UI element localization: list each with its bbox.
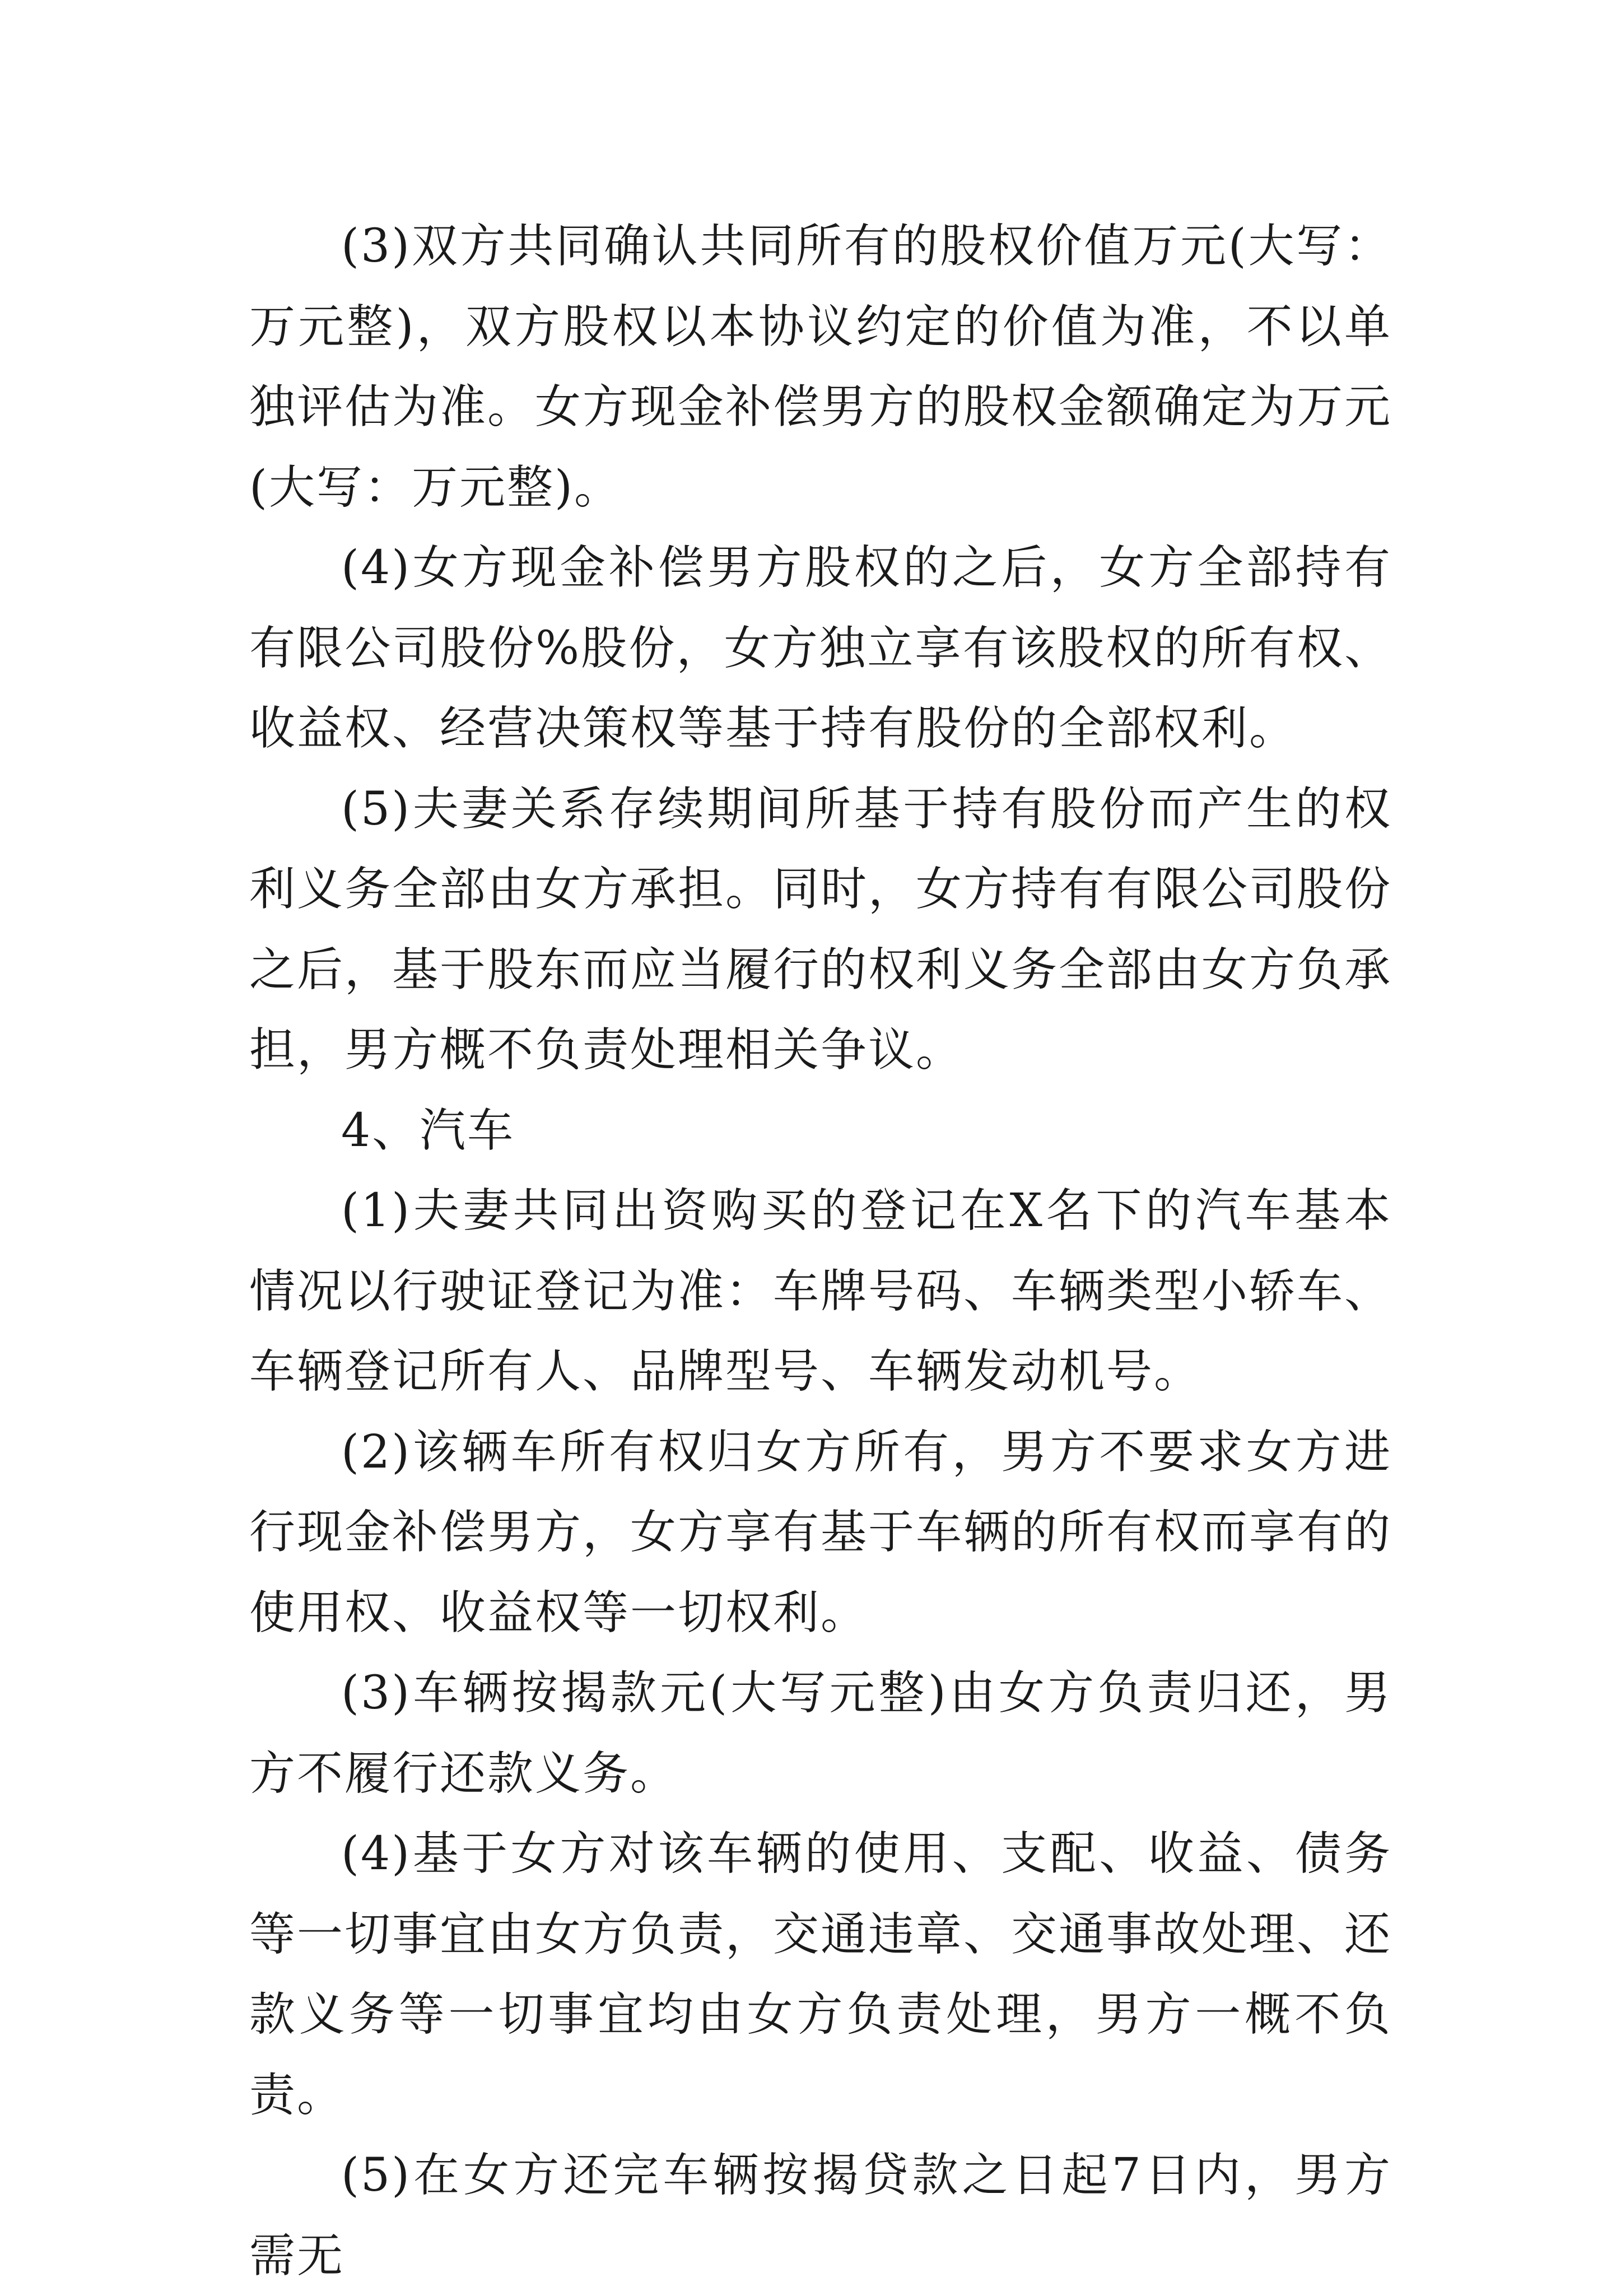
paragraph-car-responsibility: (4)基于女方对该车辆的使用、支配、收益、债务等一切事宜由女方负责，交通违章、交通事故处理、还款义务等一切事宜均由女方负责处理，男方一概不负责。 <box>249 1827 1392 2122</box>
paragraph-car-info: (1)夫妻共同出资购买的登记在X名下的汽车基本情况以行驶证登记为准：车牌号码、车辆类型小轿车、车辆登记所有人、品牌型号、车辆发动机号。 <box>249 1184 1392 1398</box>
paragraph-car-ownership: (2)该辆车所有权归女方所有，男方不要求女方进行现金补偿男方，女方享有基于车辆的所有权而享有的使用权、收益权等一切权利。 <box>249 1425 1392 1640</box>
section-heading-car: 4、汽车 <box>341 1103 515 1157</box>
paragraph-equity-value: (3)双方共同确认共同所有的股权价值万元(大写：万元整)，双方股权以本协议约定的价值为准，不以单独评估为准。女方现金补偿男方的股权金额确定为万元(大写：万元整)。 <box>249 220 1392 514</box>
paragraph-car-mortgage: (3)车辆按揭款元(大写元整)由女方负责归还，男方不履行还款义务。 <box>249 1666 1392 1800</box>
paragraph-equity-obligations: (5)夫妻关系存续期间所基于持有股份而产生的权利义务全部由女方承担。同时，女方持有有限公司股份之后，基于股东而应当履行的权利义务全部由女方负承担，男方概不负责处理相关争议。 <box>249 782 1392 1077</box>
paragraph-car-loan-repayment: (5)在女方还完车辆按揭贷款之日起7日内，男方需无 <box>249 2149 1392 2283</box>
document-body <box>249 206 1392 2296</box>
paragraph-equity-ownership: (4)女方现金补偿男方股权的之后，女方全部持有有限公司股份%股份，女方独立享有该股权的所有权、收益权、经营决策权等基于持有股份的全部权利。 <box>249 541 1392 755</box>
